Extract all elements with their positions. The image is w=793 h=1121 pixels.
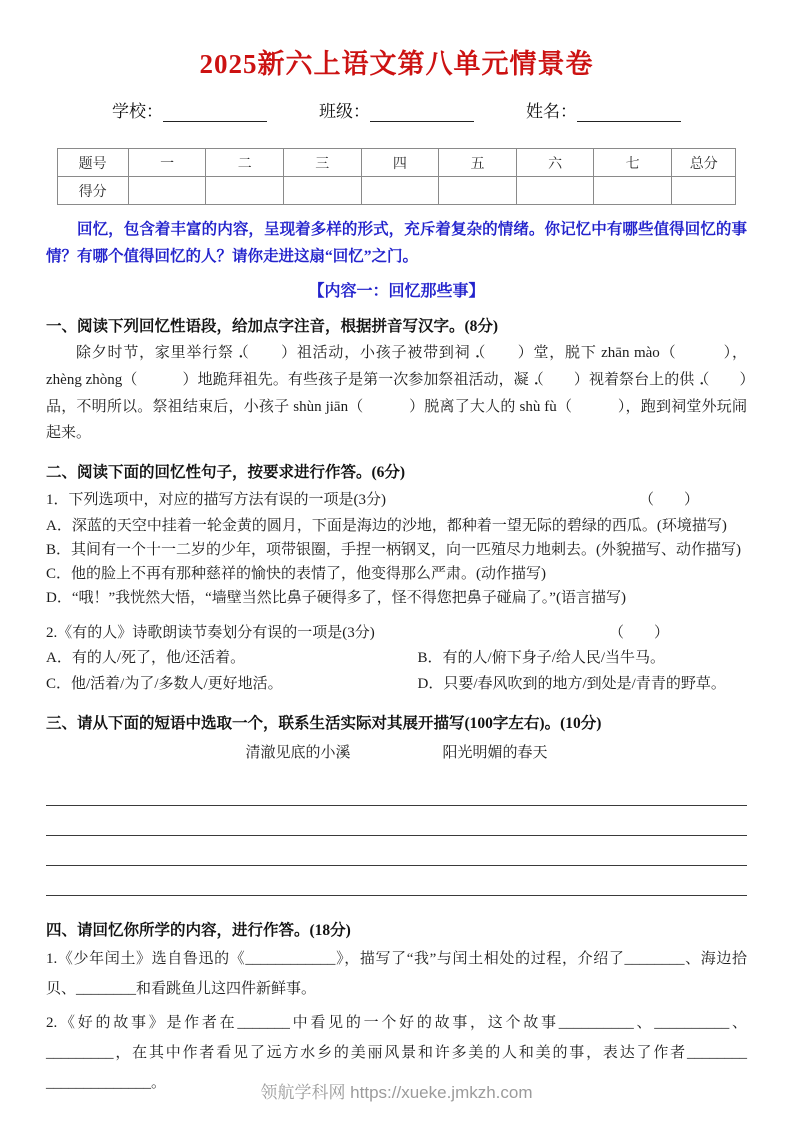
name-field (526, 97, 681, 122)
section2-q2-answer-bracket: （ ） (608, 624, 669, 641)
school-label: 学校： (112, 102, 163, 121)
section4-q2: 2.《好的故事》是作者在_______中看见的一个好的故事，这个故事__________、__________、_________，在其中作者看见了远方水乡的美丽风景和许多美的人和美的事，表达了作者________ ______________。 (46, 1014, 747, 1091)
section3-writing-area (46, 776, 747, 896)
class-field (319, 97, 474, 122)
score-cell (516, 177, 594, 205)
footer-link: 领航学科网 https://xueke.jmkzh.com (260, 1083, 533, 1102)
section3-phrases (46, 741, 747, 762)
section1-heading: 一、阅读下列回忆性语段，给加点字注音，根据拼音写汉字。(8分) (46, 318, 499, 336)
section2-heading: 二、阅读下面的回忆性句子，按要求进行作答。(6分) (46, 464, 406, 482)
school-field (112, 97, 267, 122)
score-header-cell: 二 (206, 149, 284, 177)
writing-line (46, 776, 747, 806)
class-input-blank (370, 103, 474, 122)
section4-heading: 四、请回忆你所学的内容，进行作答。(18分) (46, 921, 351, 939)
content-banner: 【内容一：回忆那些事】 (308, 283, 485, 301)
section2-q1-option-c: C．他的脸上不再有那种慈祥的愉快的表情了，他变得那么严肃。(动作描写) (46, 566, 546, 583)
score-cell (361, 177, 439, 205)
score-header-cell: 题号 (57, 149, 128, 177)
section2-q2-options (46, 646, 747, 698)
section2-q1-stem: 1．下列选项中，对应的描写方法有误的一项是(3分) (46, 492, 386, 509)
section2-q1-option-b: B．其间有一个十一二岁的少年，项带银圈，手捏一柄钢叉，向一匹殖尽力地刺去。(外貌描写、动作描写) (46, 541, 741, 558)
dotted-char: 供 · (679, 372, 694, 388)
section2-q2-option-c: C．他/活着/为了/多数人/更好地活。 (46, 676, 283, 693)
student-info-row (46, 97, 747, 122)
score-row-label: 得分 (57, 177, 128, 205)
score-header-cell: 六 (516, 149, 594, 177)
section2-q2-stem-row (46, 621, 747, 647)
score-table (57, 148, 737, 205)
footer-watermark (0, 1078, 793, 1103)
score-cell (439, 177, 517, 205)
phrase-option-2: 阳光明媚的春天 (442, 744, 548, 761)
section4-q1: 1.《少年闰土》选自鲁迅的《____________》，描写了“我”与闰土相处的过程，介绍了________、海边拾贝、________和看跳鱼儿这四件新鲜事。 (46, 950, 747, 997)
name-input-blank (577, 103, 681, 122)
school-input-blank (163, 103, 267, 122)
section2-q1-option-a: A．深蓝的天空中挂着一轮金黄的圆月，下面是海边的沙地，都种着一望无际的碧绿的西瓜。(环境描写) (46, 517, 727, 534)
section2-q2-option-d: D．只要/春风吹到的地方/到处是/青青的野草。 (417, 676, 726, 693)
dotted-char: 凝 · (514, 372, 529, 388)
score-cell (206, 177, 284, 205)
score-header-cell: 五 (439, 149, 517, 177)
section2-q2-option-a: A．有的人/死了，他/还活着。 (46, 650, 246, 667)
name-label: 姓名： (526, 102, 577, 121)
section2-q2-option-b: B．有的人/俯下身子/给人民/当牛马。 (417, 650, 666, 667)
section2-q1-answer-bracket: （ ） (638, 492, 699, 509)
phrase-option-1: 清澈见底的小溪 (245, 744, 351, 761)
section1-passage: 除夕时节，家里举行祭 ·（ ）祖活动，小孩子被带到祠 ·（ ）堂，脱下 zhān mào（ ），zhèng zhòng（ ）地跪拜祖先。有些孩子是第一次参加祭祖活动，凝 ·（ ）视着祭台上的供 ·（ ）品，不明所以。祭祖结束后，小孩子 shùn jiān（ ）脱离了大人的 shù fù（ ），跑到祠堂外玩闹起来。 (46, 340, 747, 447)
score-table-header-row (57, 149, 736, 177)
score-header-cell: 四 (361, 149, 439, 177)
score-table-score-row (57, 177, 736, 205)
section2-q1-stem-row (46, 488, 747, 514)
score-header-cell: 三 (283, 149, 361, 177)
section2-q2-stem: 2.《有的人》诗歌朗读节奏划分有误的一项是(3分) (46, 624, 375, 641)
section3-heading: 三、请从下面的短语中选取一个，联系生活实际对其展开描写(100字左右)。(10分) (46, 714, 602, 732)
score-header-cell: 总分 (671, 149, 736, 177)
dotted-char: 祭 · (218, 345, 234, 361)
section2-q1-option-d: D．“哦！”我恍然大悟，“墙壁当然比鼻子硬得多了，怪不得您把鼻子碰扁了。”(语言描写) (46, 590, 626, 607)
dotted-char: 祠 · (455, 345, 471, 361)
score-cell (671, 177, 736, 205)
page-title: 2025新六上语文第八单元情景卷 (199, 49, 594, 79)
writing-line (46, 866, 747, 896)
writing-line (46, 836, 747, 866)
score-cell (594, 177, 672, 205)
score-header-cell: 一 (128, 149, 206, 177)
intro-paragraph: 回忆，包含着丰富的内容，呈现着多样的形式，充斥着复杂的情绪。你记忆中有哪些值得回忆的事情？有哪个值得回忆的人？请你走进这扇“回忆”之门。 (46, 221, 747, 265)
class-label: 班级： (319, 102, 370, 121)
score-cell (283, 177, 361, 205)
score-cell (128, 177, 206, 205)
writing-line (46, 806, 747, 836)
score-header-cell: 七 (594, 149, 672, 177)
